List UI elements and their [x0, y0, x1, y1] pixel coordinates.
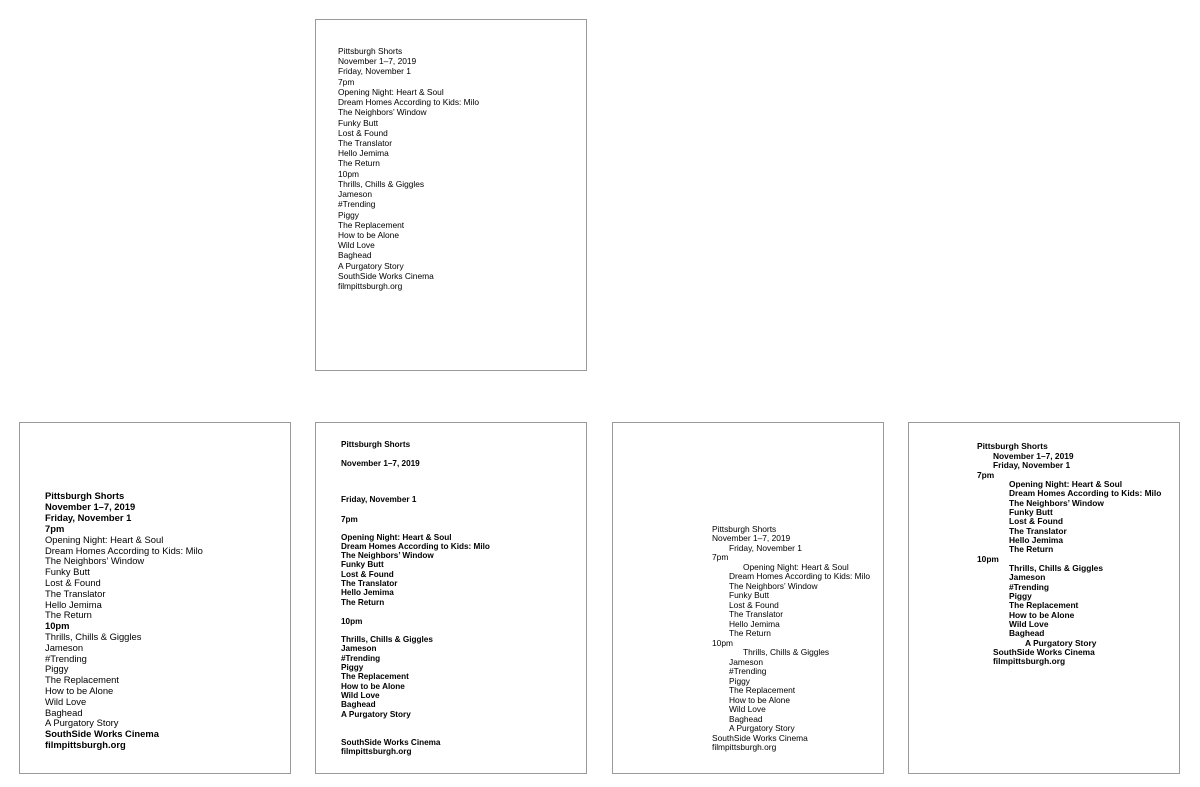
film-title: Dream Homes According to Kids: Milo: [729, 571, 871, 581]
film-title: Lost & Found: [729, 600, 779, 610]
film-title: Jameson: [45, 642, 84, 653]
layout-sketch-spaced-groups: [315, 422, 587, 774]
event-day: Friday, November 1: [338, 66, 411, 76]
film-title: Wild Love: [341, 691, 380, 700]
film-title: #Trending: [729, 666, 767, 676]
event-day: Friday, November 1: [993, 460, 1071, 470]
website: filmpittsburgh.org: [712, 742, 777, 752]
film-title: The Replacement: [1009, 600, 1079, 610]
showtime: 7pm: [712, 552, 729, 562]
program-title: Thrills, Chills & Giggles: [743, 647, 830, 657]
program-title: Opening Night: Heart & Soul: [45, 534, 164, 545]
venue: SouthSide Works Cinema: [341, 738, 441, 747]
film-title: Jameson: [338, 189, 372, 199]
venue: SouthSide Works Cinema: [338, 271, 434, 281]
film-title: Piggy: [341, 663, 364, 672]
film-title: The Neighbors’ Window: [45, 555, 145, 566]
film-title: How to be Alone: [338, 230, 399, 240]
film-title: Hello Jemima: [1009, 535, 1063, 545]
film-title: A Purgatory Story: [338, 261, 404, 271]
website: filmpittsburgh.org: [45, 739, 126, 750]
film-title: Wild Love: [729, 704, 766, 714]
film-title: Dream Homes According to Kids: Milo: [1009, 488, 1162, 498]
showtime: 10pm: [977, 554, 999, 564]
program-title: Opening Night: Heart & Soul: [743, 562, 849, 572]
showtime: 7pm: [977, 470, 995, 480]
program-title: Opening Night: Heart & Soul: [341, 533, 452, 542]
film-title: Baghead: [341, 700, 376, 709]
film-title: Piggy: [338, 210, 359, 220]
film-title: Hello Jemima: [341, 588, 394, 597]
event-dates: November 1–7, 2019: [338, 56, 417, 66]
film-title: The Translator: [45, 588, 106, 599]
event-title: Pittsburgh Shorts: [712, 524, 777, 534]
showtime: 10pm: [338, 169, 359, 179]
film-title: Funky Butt: [338, 118, 379, 128]
film-title: Baghead: [1009, 628, 1045, 638]
film-title: Baghead: [338, 250, 372, 260]
program-title: Opening Night: Heart & Soul: [338, 87, 444, 97]
showtime: 7pm: [338, 77, 355, 87]
venue: SouthSide Works Cinema: [45, 728, 159, 739]
film-title: Hello Jemima: [729, 619, 780, 629]
showtime: 10pm: [45, 620, 70, 631]
film-title: How to be Alone: [1009, 610, 1075, 620]
film-title: Funky Butt: [1009, 507, 1053, 517]
website: filmpittsburgh.org: [341, 747, 412, 756]
film-title: Piggy: [729, 676, 750, 686]
film-title: Lost & Found: [45, 577, 101, 588]
film-title: The Return: [1009, 544, 1054, 554]
layout-sketch-plain: [315, 19, 587, 371]
event-day: Friday, November 1: [341, 495, 417, 504]
film-title: A Purgatory Story: [729, 723, 795, 733]
film-title: Dream Homes According to Kids: Milo: [338, 97, 480, 107]
event-title: Pittsburgh Shorts: [45, 490, 125, 501]
film-title: The Return: [338, 158, 380, 168]
program-title: Thrills, Chills & Giggles: [45, 631, 142, 642]
showtime: 7pm: [45, 523, 65, 534]
program-title: Opening Night: Heart & Soul: [1009, 479, 1123, 489]
film-title: Dream Homes According to Kids: Milo: [45, 545, 203, 556]
film-title: The Return: [729, 628, 771, 638]
film-title: Dream Homes According to Kids: Milo: [341, 542, 490, 551]
program-title: Thrills, Chills & Giggles: [1009, 563, 1104, 573]
film-title: How to be Alone: [729, 695, 790, 705]
film-title: The Neighbors’ Window: [729, 581, 818, 591]
film-title: The Neighbors’ Window: [1009, 498, 1104, 508]
film-title: A Purgatory Story: [45, 717, 119, 728]
film-title: #Trending: [338, 199, 376, 209]
film-title: Hello Jemima: [45, 599, 102, 610]
film-title: Funky Butt: [45, 566, 90, 577]
film-title: #Trending: [1009, 582, 1050, 592]
film-title: Lost & Found: [1009, 516, 1063, 526]
event-day: Friday, November 1: [729, 543, 802, 553]
layout-sketch-stepped-indent: [612, 422, 884, 774]
venue: SouthSide Works Cinema: [993, 647, 1095, 657]
film-title: Funky Butt: [729, 590, 770, 600]
film-title: The Replacement: [341, 672, 409, 681]
film-title: The Replacement: [45, 674, 119, 685]
film-title: Jameson: [1009, 572, 1046, 582]
film-title: The Translator: [341, 579, 398, 588]
film-title: How to be Alone: [341, 682, 405, 691]
film-title: Wild Love: [338, 240, 375, 250]
website: filmpittsburgh.org: [338, 281, 403, 291]
film-title: Piggy: [45, 663, 69, 674]
event-dates: November 1–7, 2019: [341, 459, 420, 468]
film-title: Hello Jemima: [338, 148, 389, 158]
film-title: How to be Alone: [45, 685, 114, 696]
film-title: Baghead: [729, 714, 763, 724]
layout-sketch-bold-indent: [908, 422, 1180, 774]
film-title: Wild Love: [1009, 619, 1049, 629]
film-title: The Return: [45, 609, 92, 620]
event-day: Friday, November 1: [45, 512, 132, 523]
venue: SouthSide Works Cinema: [712, 733, 808, 743]
showtime: 7pm: [341, 515, 358, 524]
film-title: A Purgatory Story: [341, 710, 411, 719]
event-dates: November 1–7, 2019: [993, 451, 1074, 461]
event-dates: November 1–7, 2019: [712, 533, 791, 543]
film-title: Wild Love: [45, 696, 87, 707]
program-title: Thrills, Chills & Giggles: [338, 179, 425, 189]
website: filmpittsburgh.org: [993, 656, 1066, 666]
film-title: Lost & Found: [338, 128, 388, 138]
film-title: Funky Butt: [341, 560, 384, 569]
film-title: Baghead: [45, 707, 83, 718]
showtime: 10pm: [712, 638, 733, 648]
layout-sketch-bold-hierarchy: [19, 422, 291, 774]
film-title: The Translator: [729, 609, 783, 619]
film-title: The Return: [341, 598, 385, 607]
event-title: Pittsburgh Shorts: [338, 46, 403, 56]
program-title: Thrills, Chills & Giggles: [341, 635, 433, 644]
film-title: Jameson: [341, 644, 377, 653]
film-title: The Translator: [1009, 526, 1067, 536]
film-title: The Neighbors’ Window: [341, 551, 434, 560]
film-title: #Trending: [341, 654, 381, 663]
film-title: A Purgatory Story: [1025, 638, 1097, 648]
film-title: The Translator: [338, 138, 392, 148]
film-title: #Trending: [45, 653, 87, 664]
event-title: Pittsburgh Shorts: [977, 441, 1048, 451]
film-title: Piggy: [1009, 591, 1032, 601]
event-title: Pittsburgh Shorts: [341, 440, 411, 449]
film-title: The Neighbors’ Window: [338, 107, 427, 117]
film-title: Lost & Found: [341, 570, 394, 579]
film-title: Jameson: [729, 657, 763, 667]
film-title: The Replacement: [729, 685, 796, 695]
showtime: 10pm: [341, 617, 363, 626]
film-title: The Replacement: [338, 220, 405, 230]
event-dates: November 1–7, 2019: [45, 501, 136, 512]
